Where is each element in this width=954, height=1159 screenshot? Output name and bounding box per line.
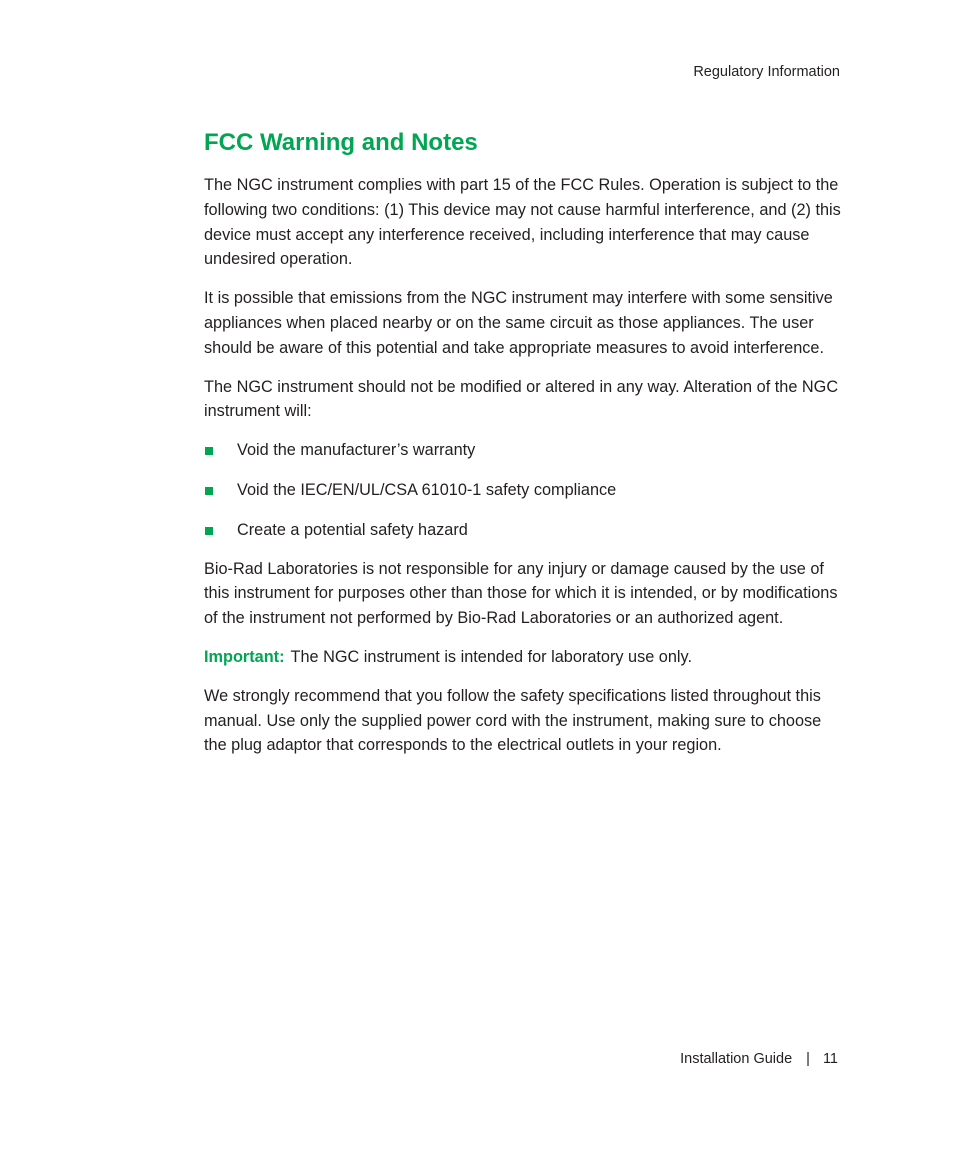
consequence-list bbox=[204, 438, 844, 542]
square-bullet-icon bbox=[205, 527, 213, 535]
footer-separator: | bbox=[806, 1051, 810, 1067]
square-bullet-icon bbox=[205, 447, 213, 455]
list-item bbox=[204, 438, 844, 463]
section-title: FCC Warning and Notes bbox=[204, 129, 478, 156]
paragraph-recommendation: We strongly recommend that you follow the safety specifications listed throughout this manual. Use only the supplied power cord with the instrument, making sure to choose the plug adaptor that corresponds to the electrical outlets in your region. bbox=[204, 686, 822, 755]
list-item bbox=[204, 518, 844, 543]
running-footer bbox=[680, 1051, 838, 1067]
paragraph-fcc-compliance: The NGC instrument complies with part 15 of the FCC Rules. Operation is subject to the following two conditions: (1) This device may not cause harmful interference, and (2) this device must accept any interference received, including interference that may cause undesired operation. bbox=[204, 176, 841, 269]
square-bullet-icon bbox=[205, 487, 213, 495]
page-number: 11 bbox=[822, 1051, 838, 1067]
page-content bbox=[204, 127, 844, 772]
list-item-text: Void the IEC/EN/UL/CSA 61010-1 safety compliance bbox=[237, 480, 617, 499]
paragraph-modification: The NGC instrument should not be modified or altered in any way. Alteration of the NGC instrument will: bbox=[204, 377, 839, 421]
list-item bbox=[204, 478, 844, 503]
list-item-text: Create a potential safety hazard bbox=[237, 520, 468, 539]
paragraph-emissions: It is possible that emissions from the NGC instrument may interfere with some sensitive appliances when placed nearby or on the same circuit as those appliances. The user should be aware of this potential and take appropriate measures to avoid interference. bbox=[204, 289, 833, 357]
important-note bbox=[204, 645, 844, 670]
footer-doc-title: Installation Guide bbox=[680, 1051, 793, 1067]
paragraph-liability: Bio-Rad Laboratories is not responsible for any injury or damage caused by the use of this instrument for purposes other than those for which it is intended, or by modifications of the instrument not performed by Bio-Rad Laboratories or an authorized agent. bbox=[204, 559, 838, 628]
important-label: Important: bbox=[204, 647, 285, 666]
important-text: The NGC instrument is intended for laboratory use only. bbox=[290, 647, 692, 666]
running-header: Regulatory Information bbox=[693, 64, 840, 80]
list-item-text: Void the manufacturer’s warranty bbox=[237, 441, 476, 460]
